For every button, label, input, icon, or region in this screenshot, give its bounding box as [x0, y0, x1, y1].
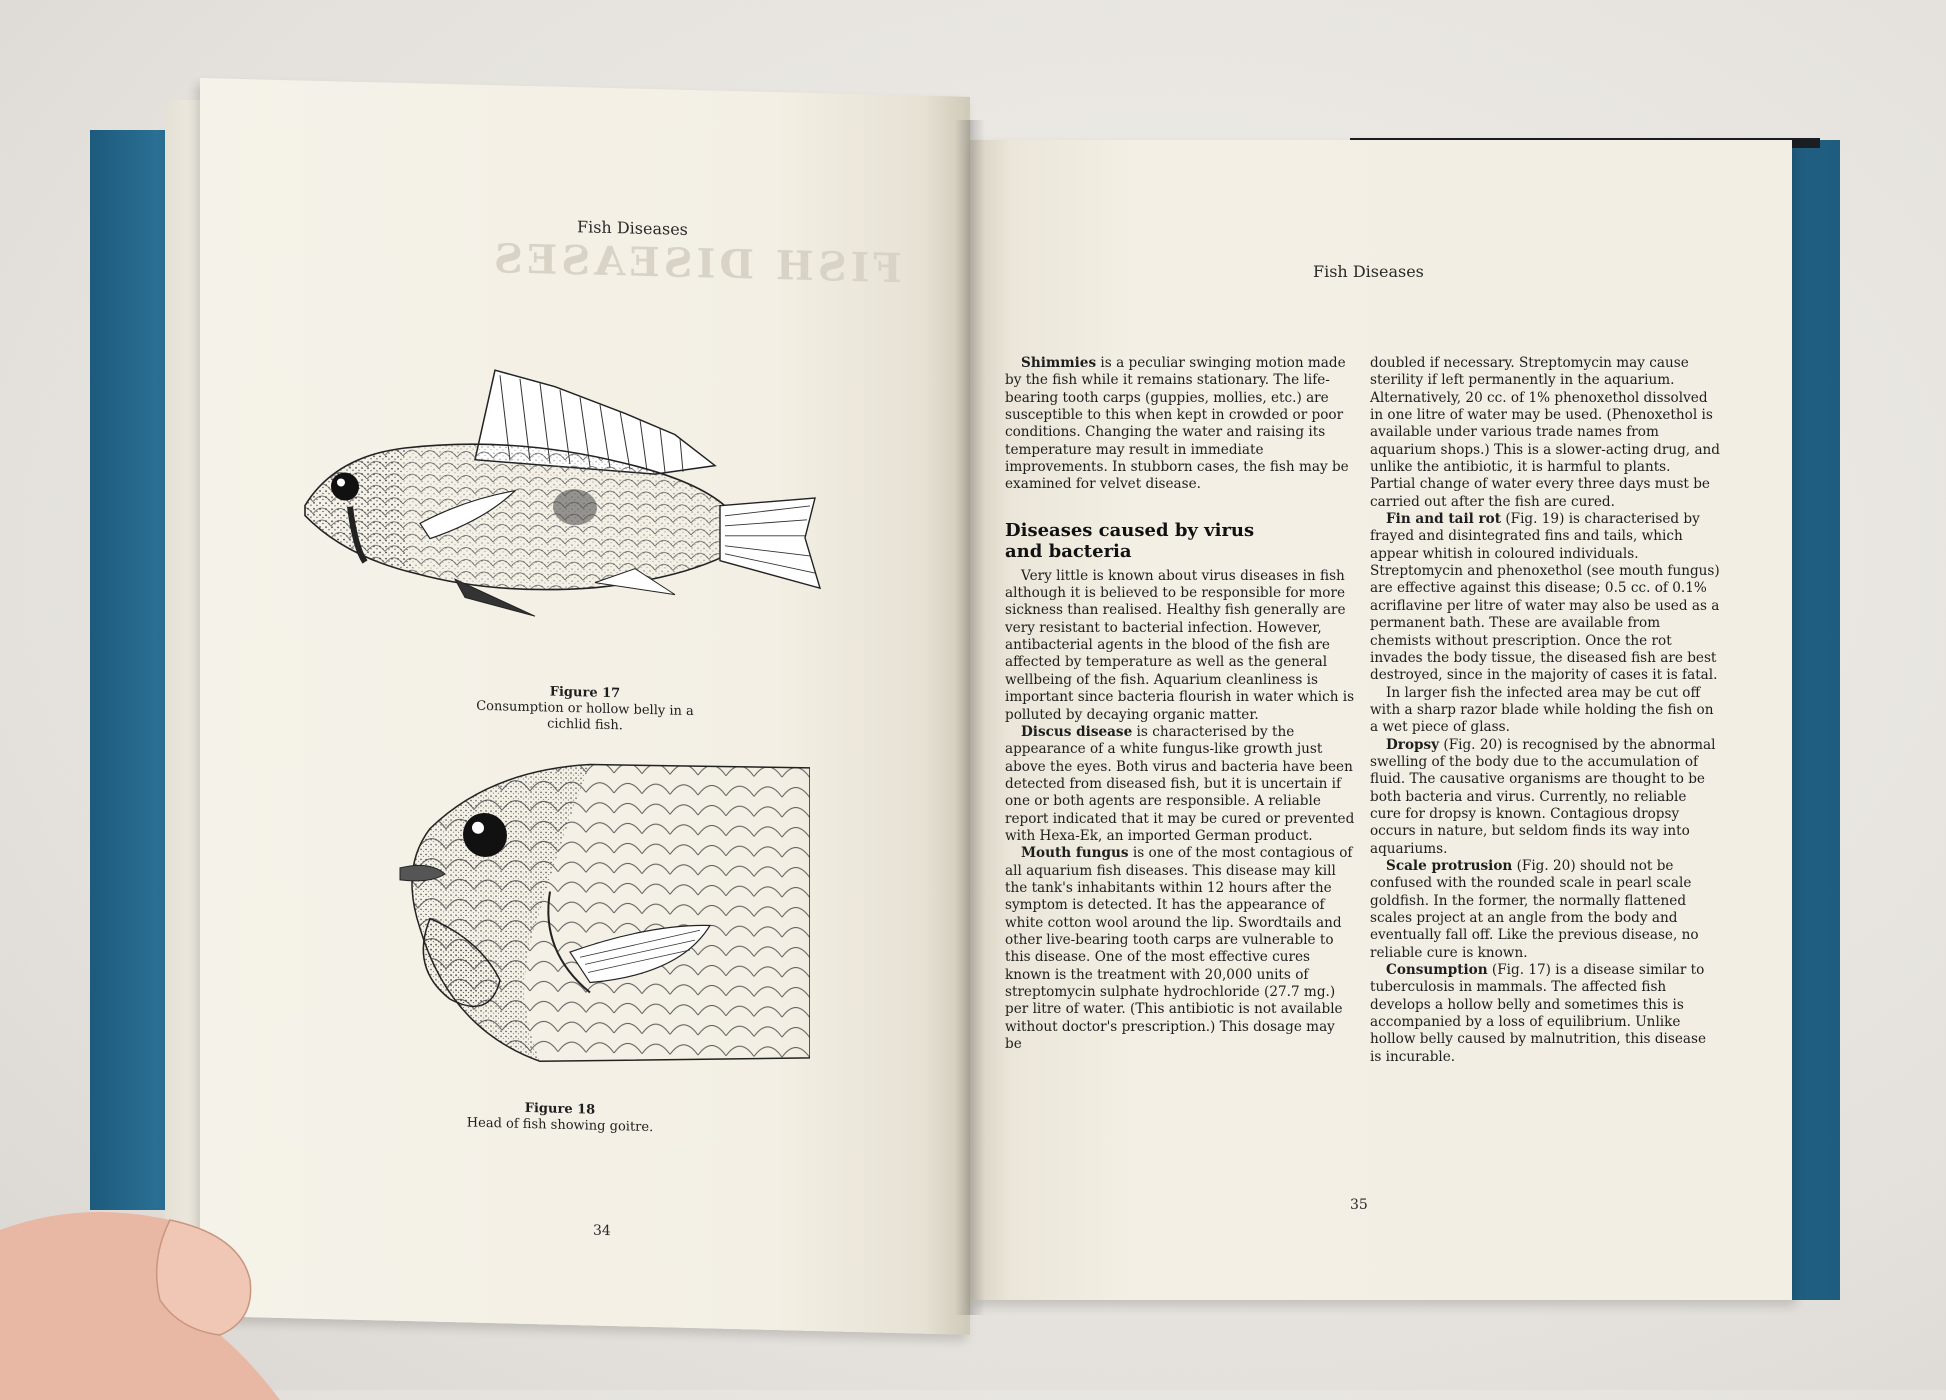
paragraph-consumption: Consumption (Fig. 17) is a disease similar to tuberculosis in mammals. The affected fish develops a hollow belly and sometimes this is accompanied by a loss of equilibrium. Unlike hollow belly caused by malnutrition, this disease is incurable. [1370, 962, 1707, 1065]
page-number-right: 35 [1350, 1197, 1368, 1213]
show-through-title: FISH DISEASES [490, 235, 902, 293]
paragraph-scale-protrusion: Scale protrusion (Fig. 20) should not be confused with the rounded scale in pearl scale goldfish. In the former, the normally flattened scales project at an angle from the body and eventually fall off. Like the previous disease, no reliable cure is known. [1370, 857, 1699, 961]
paragraph-continued: doubled if necessary. Streptomycin may cause sterility if left permanently in the aquarium. Alternatively, 20 cc. of 1% phenoxethol dissolved in one litre of water may be used. (Phenoxethol is available under various trade names from aquarium shops.) This is a slower-acting drug, and unlike the antibiotic, it is harmful to plants. Partial change of water every three days must be carried out after the fish are cured. [1370, 355, 1720, 510]
paragraph-discus: Discus disease is characterised by the appearance of a white fungus-like growth just above the eyes. Both virus and bacteria have been detected from diseased fish, but it is uncertain if one or both agents are responsible. A reliable report indicated that it may be cured or prevented with Hexa-Ek, an imported German product. [1005, 723, 1355, 844]
figure-17-label: Figure 17 [549, 684, 621, 702]
figure-18-label: Figure 18 [524, 1100, 596, 1118]
page-number-left: 34 [593, 1222, 611, 1240]
term-dropsy: Dropsy [1386, 736, 1440, 753]
paragraph-shimmies: Shimmies is a peculiar swinging motion made by the fish while it remains stationary. The life-bearing tooth carps (guppies, mollies, etc.) are susceptible to this when kept in crowded or poor conditions. Changing the water and raising its temperature may result in immediate improvements. In stubborn cases, the fish may be examined for velvet disease. [1005, 355, 1349, 493]
term-mouth-fungus: Mouth fungus [1021, 845, 1129, 862]
paragraph-mouth-fungus: Mouth fungus is one of the most contagious of all aquarium fish diseases. This disease may kill the tank's inhabitants within 12 hours after the symptom is detected. It has the appearance of white cotton wool around the lip. Swordtails and other live-bearing tooth carps are vulnerable to this disease. One of the most effective cures known is the treatment with 20,000 units of streptomycin sulphate hydrochloride (27.7 mg.) per litre of water. (This antibiotic is not available without doctor's prescription.) This dosage may be [1005, 845, 1353, 1053]
term-discus: Discus disease [1021, 723, 1133, 740]
section-heading: Diseases caused by virus and bacteria [1005, 519, 1255, 562]
term-scale-protrusion: Scale protrusion [1386, 857, 1513, 874]
figure-17-illustration [295, 345, 855, 649]
figure-18-caption [430, 1099, 690, 1137]
page-stack [165, 100, 205, 1300]
text-column-1 [1005, 355, 1355, 1053]
term-consumption: Consumption [1386, 962, 1488, 979]
term-fin-rot: Fin and tail rot [1386, 511, 1502, 528]
figure-17-caption [455, 682, 715, 736]
text-column-2 [1370, 355, 1720, 1066]
book-gutter [955, 120, 985, 1315]
figure-18-caption-text: Head of fish showing goitre. [466, 1115, 654, 1136]
figure-17-caption-line1: Consumption or hollow belly in a [476, 698, 694, 720]
page-header-right: Fish Diseases [1313, 262, 1424, 281]
figure-18-illustration [390, 748, 810, 1088]
figure-17-caption-line2: cichlid fish. [547, 716, 623, 734]
term-shimmies: Shimmies [1021, 355, 1097, 371]
paragraph-fin-rot: Fin and tail rot (Fig. 19) is characterised by frayed and disintegrated fins and tails, which appear whitish in coloured individuals. Streptomycin and phenoxethol (see mouth fungus) are effective against this disease; 0.5 cc. of 0.1% acriflavine per litre of water may also be used as a permanent bath. These are available from chemists without prescription. Once the rot invades the body tissue, the diseased fish are best destroyed, since in the majority of cases it is fatal. [1370, 511, 1720, 684]
paragraph-dropsy: Dropsy (Fig. 20) is recognised by the abnormal swelling of the body due to the accumulation of fluid. The causative organisms are thought to be both bacteria and virus. Currently, no reliable cure for dropsy is known. Contagious dropsy occurs in nature, but seldom finds its way into aquariums. [1370, 736, 1716, 857]
left-page [200, 78, 970, 1335]
right-page [970, 140, 1792, 1300]
hand-holding-page [0, 1200, 320, 1400]
page-header: Fish Diseases [577, 217, 688, 239]
paragraph-larger-fish: In larger fish the infected area may be cut off with a sharp razor blade while holding the fish on a wet piece of glass. [1370, 684, 1714, 736]
paragraph-virus: Very little is known about virus diseases in fish although it is believed to be responsible for more sickness than realised. Healthy fish generally are very resistant to bacterial infection. However, antibacterial agents in the blood of the fish are affected by temperature as well as the general wellbeing of the fish. Aquarium cleanliness is important since bacteria flourish in water which is polluted by decaying organic matter. [1005, 567, 1355, 723]
